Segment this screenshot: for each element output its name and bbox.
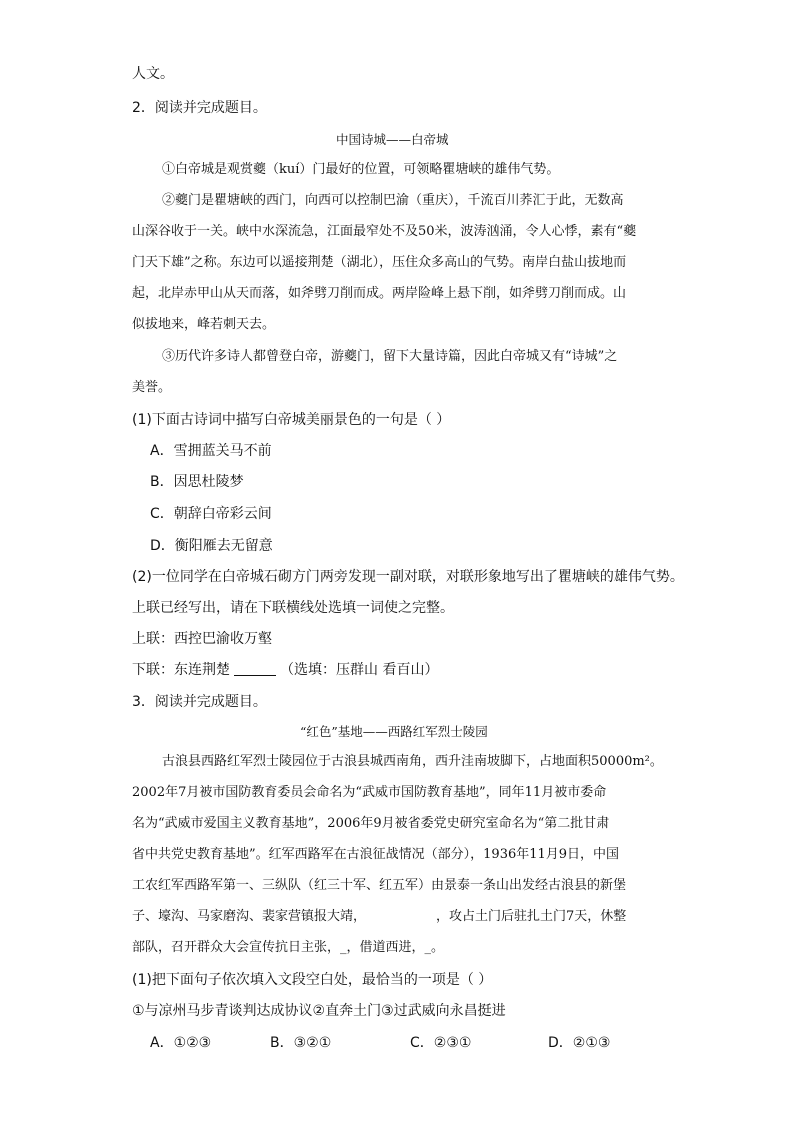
question-3-1: (1)把下面句子依次填入文段空白处，最恰当的一项是（ ） — [132, 972, 493, 988]
option-a[interactable]: A．雪拥蓝关马不前 — [150, 443, 272, 459]
passage-line: 似拔地来，峰若刺天去。 — [132, 317, 276, 332]
option-c[interactable]: C．朝辞白帝彩云间 — [150, 506, 272, 522]
passage-title: 中国诗城——白帝城 — [336, 132, 449, 147]
passage-line: ③历代许多诗人都曾登白帝，游夔门，留下大量诗篇，因此白帝城又有“诗城”之 — [162, 349, 618, 364]
passage-line-part: ，攻占土门后驻扎土门7天，休整 — [436, 909, 627, 924]
passage-line: 部队，召开群众大会宣传抗日主张，_，借道西进，_。 — [132, 940, 445, 955]
passage-line — [132, 907, 626, 927]
couplet-lower-text: 下联：东连荆楚 — [132, 662, 230, 678]
sentence-options: ①与凉州马步青谈判达成协议②直奔土门③过武威向永昌挺进 — [132, 1003, 506, 1019]
passage-line: 省中共党史教育基地”。红军西路军在古浪征战情况（部分），1936年11月9日，中国 — [132, 847, 620, 862]
passage-title: “红色”基地——西路红军烈士陵园 — [300, 724, 488, 739]
option-d[interactable]: D．衡阳雁去无留意 — [150, 538, 273, 554]
choice-c[interactable]: C．②③① — [410, 1035, 472, 1051]
couplet-lower — [132, 660, 438, 680]
passage-line: 山深谷收于一关。峡中水深流急，江面最窄处不及50米，波涛汹涌，令人心悸，素有“夔 — [132, 224, 637, 239]
option-b[interactable]: B．因思杜陵梦 — [150, 474, 244, 490]
passage-line: 2002年7月被市国防教育委员会命名为“武威市国防教育基地”，同年11月被市委命 — [132, 785, 607, 800]
passage-line: 工农红军西路军第一、三纵队（红三十军、红五军）由景泰一条山出发经古浪县的新堡 — [132, 878, 627, 893]
question-2-2-cont: 上联已经写出，请在下联横线处选填一词使之完整。 — [132, 600, 454, 616]
choice-d[interactable]: D．②①③ — [548, 1035, 611, 1051]
text-line: 人文。 — [132, 66, 174, 82]
question-2-1: (1)下面古诗词中描写白帝城美丽景色的一句是（ ） — [132, 412, 451, 428]
couplet-options: （选填：压群山 看百山） — [280, 662, 439, 678]
passage-line: ②夔门是瞿塘峡的西门，向西可以控制巴渝（重庆），千流百川荞汇于此，无数高 — [162, 193, 624, 208]
passage-line: 起，北岸赤甲山从天而落，如斧劈刀削而成。两岸险峰上悬下削，如斧劈刀削而成。山 — [132, 286, 627, 301]
question-3-heading: 3．阅读并完成题目。 — [132, 694, 267, 710]
choice-b[interactable]: B．③②① — [270, 1035, 332, 1051]
passage-line-part: 子、壕沟、马家磨沟、裴家营镇报大靖， — [132, 909, 367, 924]
question-2-heading: 2．阅读并完成题目。 — [132, 100, 267, 116]
question-2-2: (2)一位同学在白帝城石砌方门两旁发现一副对联，对联形象地写出了瞿塘峡的雄伟气势。 — [132, 569, 684, 585]
passage-line: 古浪县西路红军烈士陵园位于古浪县城西南角，西升洼南坡脚下，占地面积50000m²。 — [162, 754, 663, 769]
passage-line: 门天下雄”之称。东边可以遥接荆楚（湖北），压住众多高山的气势。南岸白盐山拔地而 — [132, 255, 627, 270]
choice-a[interactable]: A．①②③ — [150, 1035, 212, 1051]
passage-line: 名为“武威市爱国主义教育基地”，2006年9月被省委党史研究室命名为“第二批甘肃 — [132, 816, 610, 831]
answer-blank[interactable] — [234, 661, 276, 676]
couplet-upper: 上联：西控巴渝收万壑 — [132, 631, 272, 647]
passage-line: 美誉。 — [132, 380, 172, 395]
passage-line: ①白帝城是观赏夔（kuí）门最好的位置，可领略瞿塘峡的雄伟气势。 — [162, 162, 560, 177]
